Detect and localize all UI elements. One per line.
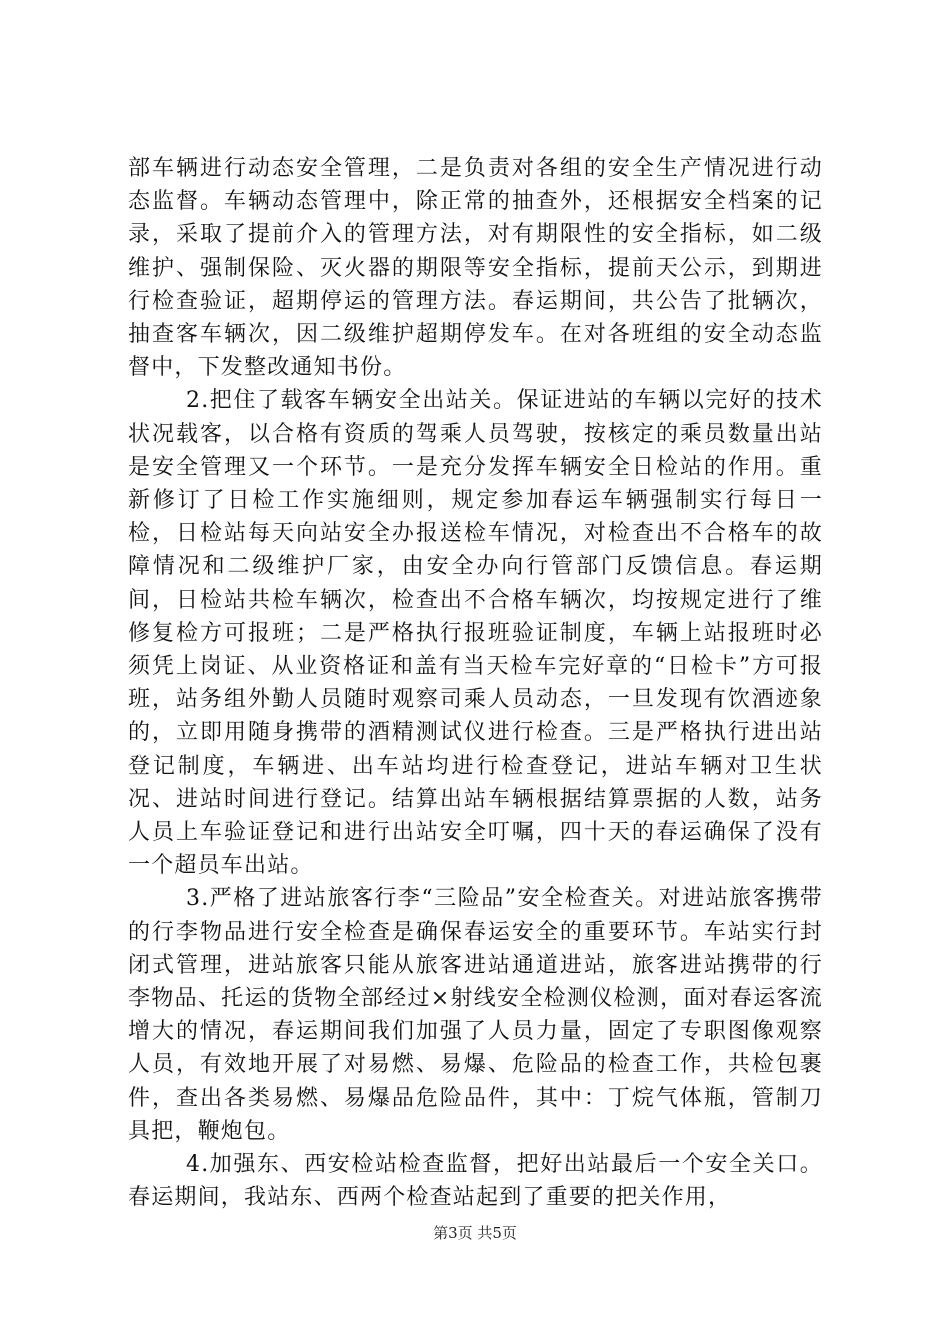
document-body xyxy=(128,152,823,1215)
paragraph-item-3: 3.严格了进站旅客行李“三险品”安全检查关。对进站旅客携带的行李物品进行安全检查是确保春运安全的重要环节。车站实行封闭式管理，进站旅客只能从旅客进站通道进站，旅客进站携带的行李物品、托运的货物全部经过×射线安全检测仪检测，面对春运客流增大的情况，春运期间我们加强了人员力量，固定了专职图像观察人员，有效地开展了对易燃、易爆、危险品的检查工作，共检包裹件，查出各类易燃、易爆品危险品件，其中：丁烷气体瓶，管制刀具把，鞭炮包。 xyxy=(128,886,823,1144)
page-footer: 第3页 共5页 xyxy=(433,1224,517,1242)
paragraph-continuation: 部车辆进行动态安全管理，二是负责对各组的安全生产情况进行动态监督。车辆动态管理中，除正常的抽查外，还根据安全档案的记录，采取了提前介入的管理方法，对有期限性的安全指标，如二级维护、强制保险、灭火器的期限等安全指标，提前天公示，到期进行检查验证，超期停运的管理方法。春运期间，共公告了批辆次，抽查客车辆次，因二级维护超期停发车。在对各班组的安全动态监督中，下发整改通知书份。 xyxy=(128,156,823,381)
paragraph-item-4: 4.加强东、西安检站检查监督，把好出站最后一个安全关口。春运期间，我站东、西两个检查站起到了重要的把关作用， xyxy=(128,1152,823,1211)
paragraph-item-2: 2.把住了载客车辆安全出站关。保证进站的车辆以完好的技术状况载客，以合格有资质的驾乘人员驾驶，按核定的乘员数量出站是安全管理又一个环节。一是充分发挥车辆安全日检站的作用。重新修订了日检工作实施细则，规定参加春运车辆强制实行每日一检，日检站每天向站安全办报送检车情况，对检查出不合格车的故障情况和二级维护厂家，由安全办向行管部门反馈信息。春运期间，日检站共检车辆次，检查出不合格车辆次，均按规定进行了维修复检方可报班；二是严格执行报班验证制度，车辆上站报班时必须凭上岗证、从业资格证和盖有当天检车完好章的“日检卡”方可报班，站务组外勤人员随时观察司乘人员动态，一旦发现有饮酒迹象的，立即用随身携带的酒精测试仪进行检查。三是严格执行进出站登记制度，车辆进、出车站均进行检查登记，进站车辆对卫生状况、进站时间进行登记。结算出站车辆根据结算票据的人数，站务人员上车验证登记和进行出站安全叮嘱，四十天的春运确保了没有一个超员车出站。 xyxy=(128,388,823,879)
